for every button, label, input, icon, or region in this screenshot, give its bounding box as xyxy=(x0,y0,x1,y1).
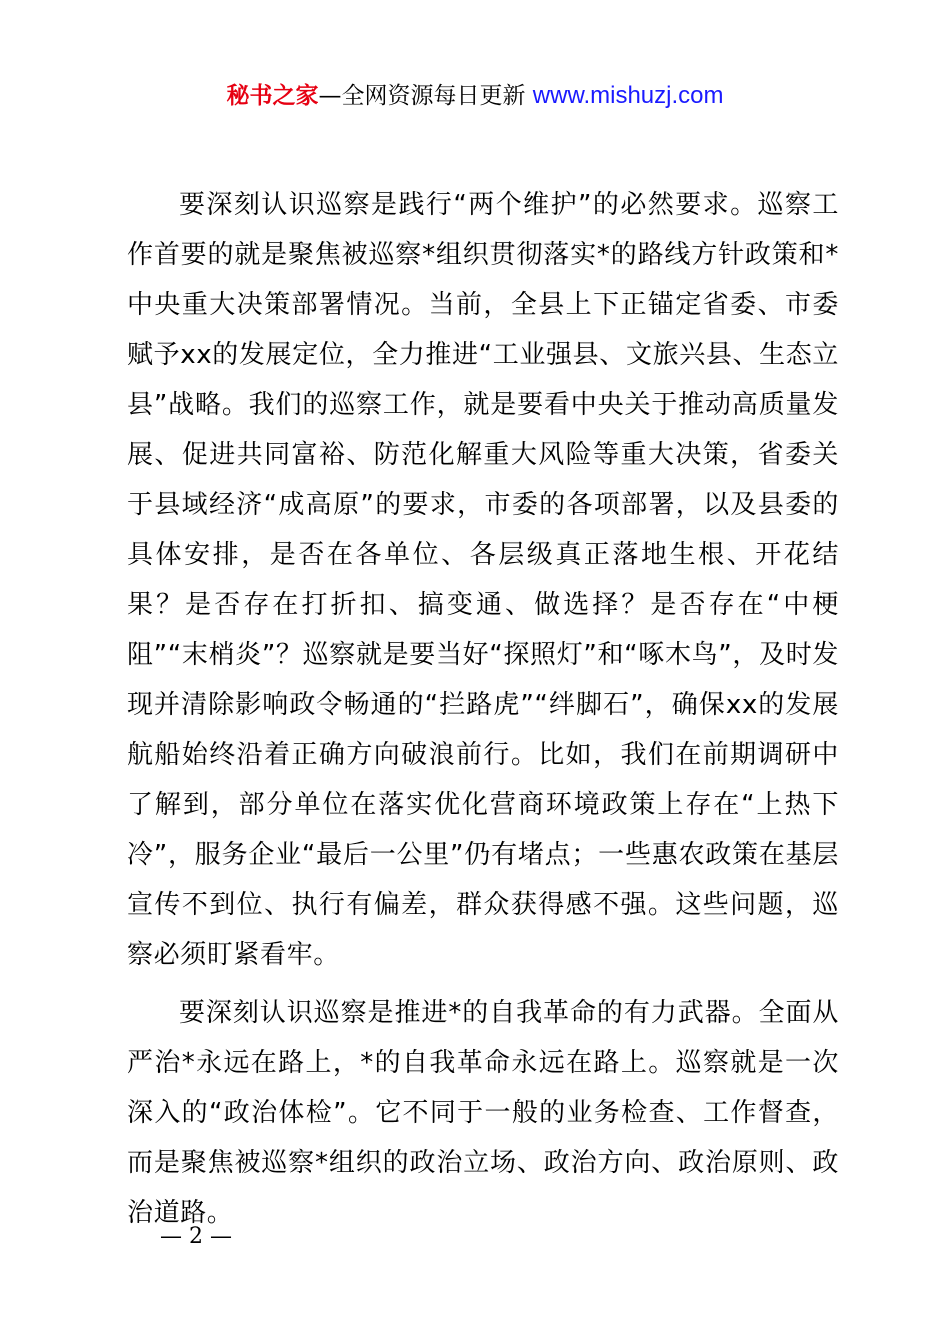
page-number: — 2 — xyxy=(160,1224,232,1249)
site-tagline: —全网资源每日更新 xyxy=(318,83,526,109)
site-url-link[interactable]: www.mishuzj.com xyxy=(532,82,724,109)
site-brand: 秘书之家 xyxy=(226,83,319,109)
paragraph-1: 要深刻认识巡察是践行“两个维护”的必然要求。巡察工作首要的就是聚焦被巡察*组织贯彻落实*的路线方针政策和*中央重大决策部署情况。当前，全县上下正锚定省委、市委赋予xx的发展定位，全力推进“工业强县、文旅兴县、生态立县”战略。我们的巡察工作，就是要看中央关于推动高质量发展、促进共同富裕、防范化解重大风险等重大决策，省委关于县域经济“成高原”的要求，市委的各项部署，以及县委的具体安排，是否在各单位、各层级真正落地生根、开花结果？是否存在打折扣、搞变通、做选择？是否存在“中梗阻”“末梢炎”？巡察就是要当好“探照灯”和“啄木鸟”，及时发现并清除影响政令畅通的“拦路虎”“绊脚石”，确保xx的发展航船始终沿着正确方向破浪前行。比如，我们在前期调研中了解到，部分单位在落实优化营商环境政策上存在“上热下冷”，服务企业“最后一公里”仍有堵点；一些惠农政策在基层宣传不到位、执行有偏差，群众获得感不强。这些问题，巡察必须盯紧看牢。 xyxy=(127,190,839,970)
document-body xyxy=(127,180,839,1238)
site-header xyxy=(0,80,950,112)
paragraph-2: 要深刻认识巡察是推进*的自我革命的有力武器。全面从严治*永远在路上，*的自我革命永远在路上。巡察就是一次深入的“政治体检”。它不同于一般的业务检查、工作督查，而是聚焦被巡察*组织的政治立场、政治方向、政治原则、政治道路。 xyxy=(127,998,839,1228)
